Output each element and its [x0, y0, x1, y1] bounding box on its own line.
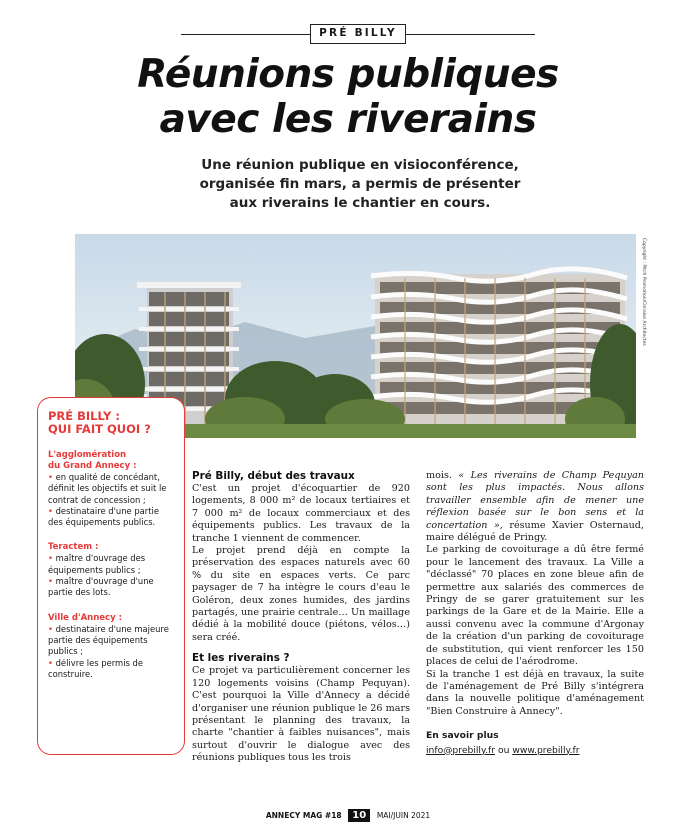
sidebar-list-item: • destinataire d'une majeure partie des équipements publics ;: [48, 624, 174, 658]
photo-credit: Copyright : Pitch Promotion/Cimaise Architectes: [641, 238, 646, 346]
sidebar-list-item: • délivre les permis de construire.: [48, 658, 174, 681]
sidebar-box: [37, 397, 185, 755]
sidebar-group-head: Teractem :: [48, 542, 99, 553]
section-tag: PRÉ BILLY: [310, 24, 406, 44]
headline: [0, 52, 696, 142]
headline-line-2: avec les riverains: [159, 97, 537, 142]
chapo-line-3: aux riverains le chantier en cours.: [229, 195, 491, 211]
sidebar-group-head: L'agglomération du Grand Annecy :: [48, 450, 137, 471]
chapo: [150, 156, 570, 213]
more-info-links: info@prebilly.fr ou www.prebilly.fr: [426, 744, 580, 756]
paragraph: Ce projet va particulièrement concerner les 120 logements voisins (Champ Pequyan). C'est pourquoi la Ville d'Annecy a décidé d'organiser une réunion publique le 26 mars présentant le planning des travaux, la charte "chantier à faibles nuisances", mais surtout d'ouvrir le dialogue avec des réunions publiques tous les trois: [192, 665, 410, 764]
paragraph: C'est un projet d'écoquartier de 920 logements, 8 000 m² de locaux tertiaires et 7 000 m² de locaux commerciaux et des équipements publics. Les travaux de la tranche 1 viennent de commencer.: [192, 483, 410, 544]
sidebar-title: PRÉ BILLY : QUI FAIT QUOI ?: [48, 409, 151, 436]
issue-date: MAI/JUIN 2021: [376, 811, 431, 820]
headline-line-1: Réunions publiques: [137, 52, 559, 97]
sidebar-group-head: Ville d'Annecy :: [48, 612, 122, 623]
sidebar-list-item: • maître d'ouvrage des équipements publics ;: [48, 553, 174, 576]
more-info-label: En savoir plus: [426, 730, 499, 742]
paragraph: Si la tranche 1 est déjà en travaux, la suite de l'aménagement de Pré Billy s'intégrera dans la nouvelle politique d'aménagement "Bien Construire à Annecy".: [426, 668, 644, 717]
paragraph: Le parking de covoiturage a dû être fermé pour le lancement des travaux. La Ville a "déclassé" 70 places en zone bleue afin de permettre aux salariés des commerces de Pringy de se garer gratuitement sur les parkings de la Gare et de la Mairie. Elle a aussi convenu avec la commune d'Argonay de la création d'un parking de covoiturage de substitution, qui vient renforcer les 150 places de celui de l'aérodrome.: [426, 544, 644, 668]
quote: « Les riverains de Champ Pequyan sont les plus impactés. Nous allons travailler ensemble afin de mener une réflexion basée sur le bon sens et la concertation »: [426, 470, 644, 531]
subheading: Et les riverains ?: [192, 652, 290, 665]
page-footer: [0, 809, 696, 822]
sidebar-list-item: • destinataire d'une partie des équipements publics.: [48, 506, 174, 529]
article-column-1: [192, 470, 410, 765]
magazine-name: ANNECY MAG #18: [265, 811, 342, 820]
article-column-2: [426, 470, 644, 757]
page-number: 10: [348, 809, 370, 822]
chapo-line-1: Une réunion publique en visioconférence,: [201, 157, 519, 173]
email-link[interactable]: info@prebilly.fr: [426, 744, 496, 756]
subheading: Pré Billy, début des travaux: [192, 470, 355, 482]
paragraph: mois. « Les riverains de Champ Pequyan sont les plus impactés. Nous allons travailler ensemble afin de mener une réflexion basée sur le bon sens et la concertation », résume Xavier Osternaud, maire délégué de Pringy.: [426, 470, 644, 544]
paragraph: Le projet prend déjà en compte la préservation des espaces naturels avec 60 % du site en espaces verts. Ce parc paysager de 7 ha intègre le cours d'eau le Goléron, deux zones humides, des jardins partagés, une prairie centrale… Un maillage dédié à la mobilité douce (piétons, vélos…) sera créé.: [192, 545, 410, 643]
sidebar-list-item: • en qualité de concédant, définit les objectifs et suit le contrat de concession ;: [48, 472, 174, 506]
website-link[interactable]: www.prebilly.fr: [512, 744, 580, 756]
chapo-line-2: organisée fin mars, a permis de présenter: [199, 176, 521, 192]
sidebar-list-item: • maître d'ouvrage d'une partie des lots.: [48, 576, 174, 599]
